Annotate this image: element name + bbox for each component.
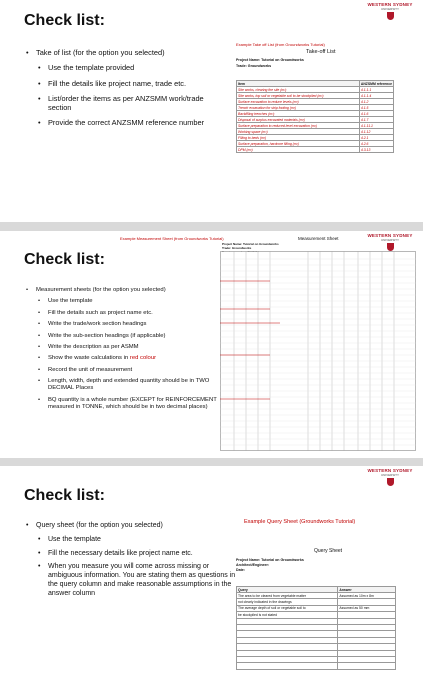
checklist-item-text: Use the template provided <box>48 63 135 73</box>
checklist-item-text: Write the description as per ASMM <box>48 343 139 350</box>
answer-cell: Assumed as 10m x 8m <box>338 593 396 599</box>
reference-cell: 4.2.1 <box>359 135 393 141</box>
logo-sub: UNIVERSITY <box>380 238 399 242</box>
shield-icon <box>387 12 394 20</box>
query-cell: not clearly indicated in the drawings <box>237 599 338 605</box>
logo-name: WESTERN SYDNEY <box>367 468 413 473</box>
checklist-item-text: Use the template <box>48 535 101 543</box>
meta-line: Project Name: Tutorial on Groundworks <box>236 558 304 562</box>
query-cell: The area to be cleared from vegetable matter <box>237 593 338 599</box>
checklist-item-text: Length, width, depth and extended quantity should be in TWO DECIMAL Places <box>48 378 210 392</box>
measurement-grid-lines <box>220 251 416 451</box>
item-cell: Disposal of surplus excavated materials (m³) <box>237 117 360 123</box>
answer-cell: Assumed as 50 mm <box>338 605 396 611</box>
reference-cell: 4.1.5 <box>359 105 393 111</box>
checklist-item <box>38 298 236 305</box>
checklist-item <box>38 536 236 545</box>
checklist-item <box>38 355 236 362</box>
slide-query-sheet <box>0 466 423 700</box>
checklist-item <box>38 550 236 559</box>
checklist-item-text: List/order the items as per ANZSMM work/trade section <box>48 93 204 112</box>
checklist-item-text: Show the waste calculations in <box>48 355 129 362</box>
checklist-item-text: Measurement sheets (for the option you selected) <box>36 287 166 293</box>
column-header: Item <box>237 81 360 87</box>
item-cell: Backfilling trenches (m³) <box>237 111 360 117</box>
logo-name: WESTERN SYDNEY <box>367 2 413 7</box>
meta-line: Architect/Engineer: <box>236 562 270 567</box>
meta-line: Project Name: Tutorial on Groundworks <box>222 242 279 246</box>
reference-cell: 4.1.11.1 <box>359 123 393 129</box>
checklist-item-text: Fill the details like project name, trade etc. <box>48 78 187 88</box>
example-caption: Example Query Sheet (Groundworks Tutorial) <box>244 519 356 525</box>
slide-title: Check list: <box>24 12 105 29</box>
sheet-meta <box>236 558 304 573</box>
item-cell: Trench excavation for strip footing (m³) <box>237 105 360 111</box>
checklist-item <box>26 522 236 531</box>
checklist-item <box>38 310 236 317</box>
item-cell: Surface preparation, hardcore filling (m²) <box>237 141 360 147</box>
checklist-item <box>38 94 226 113</box>
university-logo <box>361 233 419 251</box>
item-cell: Site works, top soil or vegetable soil to be stockpiled (m²) <box>237 93 360 99</box>
column-header: ANZSMM reference <box>360 81 392 86</box>
checklist-item <box>38 397 236 412</box>
checklist-item-text: Query sheet (for the option you selected) <box>36 522 163 529</box>
checklist-item <box>38 118 226 127</box>
checklist-item-text: Use the template <box>48 298 93 305</box>
shield-icon <box>387 243 394 251</box>
item-cell: Site works, clearing the site (m²) <box>237 87 360 93</box>
item-cell: Working space (m²) <box>237 129 360 135</box>
checklist-item-text: Write the sub-section headings (if applicable) <box>48 332 166 339</box>
slide-title: Check list: <box>24 487 105 504</box>
measurement-sheet-grid <box>220 251 416 451</box>
slide-take-off-list <box>0 0 423 222</box>
reference-cell: 4.1.1.4 <box>359 93 393 99</box>
checklist-item <box>38 333 236 340</box>
shield-icon <box>387 478 394 486</box>
reference-cell: 4.1.6 <box>359 111 393 117</box>
checklist <box>26 522 236 603</box>
checklist-item-text: Fill the details such as project name etc. <box>48 309 153 316</box>
checklist-item-text: Write the trade/work section headings <box>48 321 147 328</box>
document-title: Take-off List <box>306 49 336 55</box>
checklist-item-text: Fill the necessary details like project name etc. <box>48 549 193 557</box>
take-off-table <box>236 80 394 153</box>
reference-cell: 4.1.1.1 <box>359 87 393 93</box>
query-cell: be stockpiled is not stated <box>237 612 338 618</box>
checklist-item-text: Provide the correct ANZSMM reference number <box>48 118 205 128</box>
document-title: Measurement Sheet <box>298 236 339 241</box>
meta-line: Trade: Groundworks <box>222 246 252 251</box>
checklist-item <box>26 287 236 294</box>
university-logo <box>361 468 419 486</box>
checklist-item <box>38 79 226 88</box>
query-table <box>236 586 396 670</box>
checklist-item <box>38 563 236 598</box>
checklist-item-text: BQ quantity is a whole number (EXCEPT for REINFORCEMENT measured in TONNE, which should be in two decimal places) <box>48 396 217 411</box>
reference-cell: 4.1.7 <box>359 117 393 123</box>
reference-cell: 4.3.13 <box>359 147 393 153</box>
logo-sub: UNIVERSITY <box>380 7 399 11</box>
answer-cell <box>338 663 396 669</box>
item-cell: Surface excavation to reduce levels (m³) <box>237 99 360 105</box>
checklist-item-highlight: red colour <box>129 355 157 362</box>
logo-name: WESTERN SYDNEY <box>367 233 413 238</box>
column-header: Query <box>237 587 338 593</box>
checklist-item-text: When you measure you will come across missing or ambiguous information. You are stating them as questions in the query column and make reasonable assumptions in the answer column <box>48 563 236 597</box>
reference-cell: 4.1.12 <box>359 129 393 135</box>
example-caption: Example Take off List (from Groundworks Tutorial) <box>236 42 325 47</box>
checklist-item-text: Record the unit of measurement <box>48 366 133 373</box>
item-cell: DPM (m²) <box>237 147 360 153</box>
checklist <box>26 287 236 416</box>
checklist-item <box>38 344 236 351</box>
item-cell: Surface preparation to reduced level excavation (m²) <box>237 123 360 129</box>
slide-title: Check list: <box>24 251 105 268</box>
example-caption: Example Measurement Sheet (from Groundworks Tutorial) <box>120 236 224 241</box>
logo-sub: UNIVERSITY <box>380 473 399 477</box>
table-row <box>237 147 394 153</box>
checklist-item <box>38 321 236 328</box>
meta-line: Date: <box>236 567 245 572</box>
checklist <box>26 48 226 134</box>
column-header: Answer <box>338 587 396 593</box>
checklist-item <box>38 367 236 374</box>
reference-cell: 4.2.6 <box>359 141 393 147</box>
item-cell: Filling to beds (m³) <box>237 135 360 141</box>
university-logo <box>361 2 419 20</box>
table-row <box>237 663 396 669</box>
checklist-item <box>26 48 226 57</box>
project-name: Project Name: Tutorial on Groundworks <box>236 58 304 62</box>
checklist-item <box>38 63 226 72</box>
query-cell <box>237 663 338 669</box>
reference-cell: 4.1.2 <box>359 99 393 105</box>
checklist-item <box>38 378 236 393</box>
document-title: Query Sheet <box>314 548 343 554</box>
slide-measurement-sheet <box>0 231 423 458</box>
trade-name: Trade: Groundworks <box>236 64 272 68</box>
checklist-item-text: Take of list (for the option you selected) <box>36 48 165 57</box>
query-cell: The average depth of soil or vegetable soil to <box>237 605 338 611</box>
